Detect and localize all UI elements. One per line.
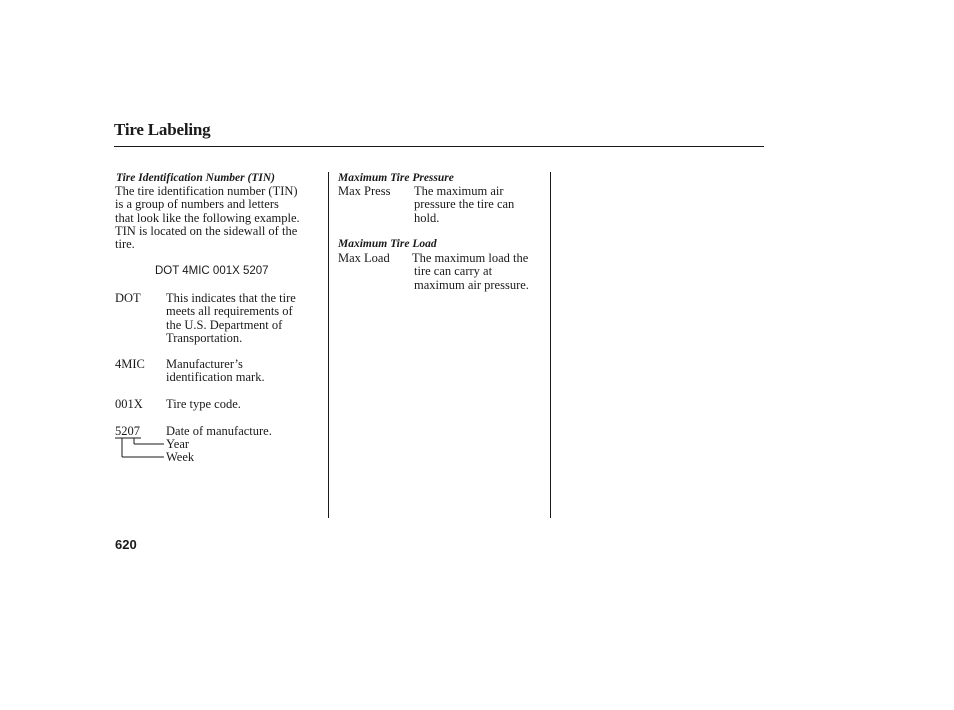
tin-term-dot: DOT (115, 291, 141, 305)
tin-intro-line: that look like the following example. (115, 210, 300, 225)
header-rule (114, 146, 764, 147)
def-line: tire can carry at (414, 264, 493, 279)
def-line: pressure the tire can (414, 197, 515, 212)
def-line: meets all requirements of (166, 304, 293, 319)
tin-def-4mic (166, 358, 326, 385)
def-line: This indicates that the tire (166, 291, 296, 305)
tin-intro-line: is a group of numbers and letters (115, 197, 279, 212)
tin-intro (115, 185, 325, 251)
tin-intro-line: tire. (115, 237, 135, 252)
tin-term-001x: 001X (115, 397, 143, 411)
tin-example: DOT 4MIC 001X 5207 (155, 265, 269, 277)
def-line: Tire type code. (166, 397, 241, 411)
tin-intro-line: TIN is located on the sidewall of the (115, 223, 298, 238)
def-line: maximum air pressure. (414, 277, 529, 292)
page-number: 620 (115, 537, 137, 552)
max-pressure-term: Max Press (338, 184, 391, 198)
tin-term-5207: 5207 (115, 424, 140, 438)
max-load-heading: Maximum Tire Load (338, 238, 437, 250)
def-line: the U.S. Department of (166, 317, 283, 332)
def-line: Manufacturer’s (166, 357, 243, 371)
tin-def-5207 (166, 425, 326, 438)
tin-term-4mic: 4MIC (115, 357, 145, 371)
def-line: hold. (414, 210, 440, 225)
page-title: Tire Labeling (114, 120, 211, 139)
tin-intro-line: The tire identification number (TIN) (115, 184, 298, 198)
def-line: The maximum load the (412, 251, 529, 265)
tin-def-dot (166, 292, 326, 345)
def-line: Date of manufacture. (166, 424, 272, 438)
def-line: The maximum air (414, 184, 504, 198)
date-part-year: Year (166, 437, 190, 451)
date-part-week: Week (166, 450, 195, 464)
def-line: identification mark. (166, 370, 265, 385)
column-divider-2 (550, 172, 551, 518)
date-bracket-lines (110, 436, 170, 462)
tin-def-001x (166, 398, 326, 411)
tin-heading: Tire Identification Number (TIN) (116, 172, 275, 184)
def-line: Transportation. (166, 330, 243, 345)
max-load-term: Max Load (338, 251, 390, 265)
max-pressure-def (414, 185, 548, 225)
max-pressure-heading: Maximum Tire Pressure (338, 172, 454, 184)
max-load-def (412, 252, 548, 292)
column-divider-1 (328, 172, 329, 518)
